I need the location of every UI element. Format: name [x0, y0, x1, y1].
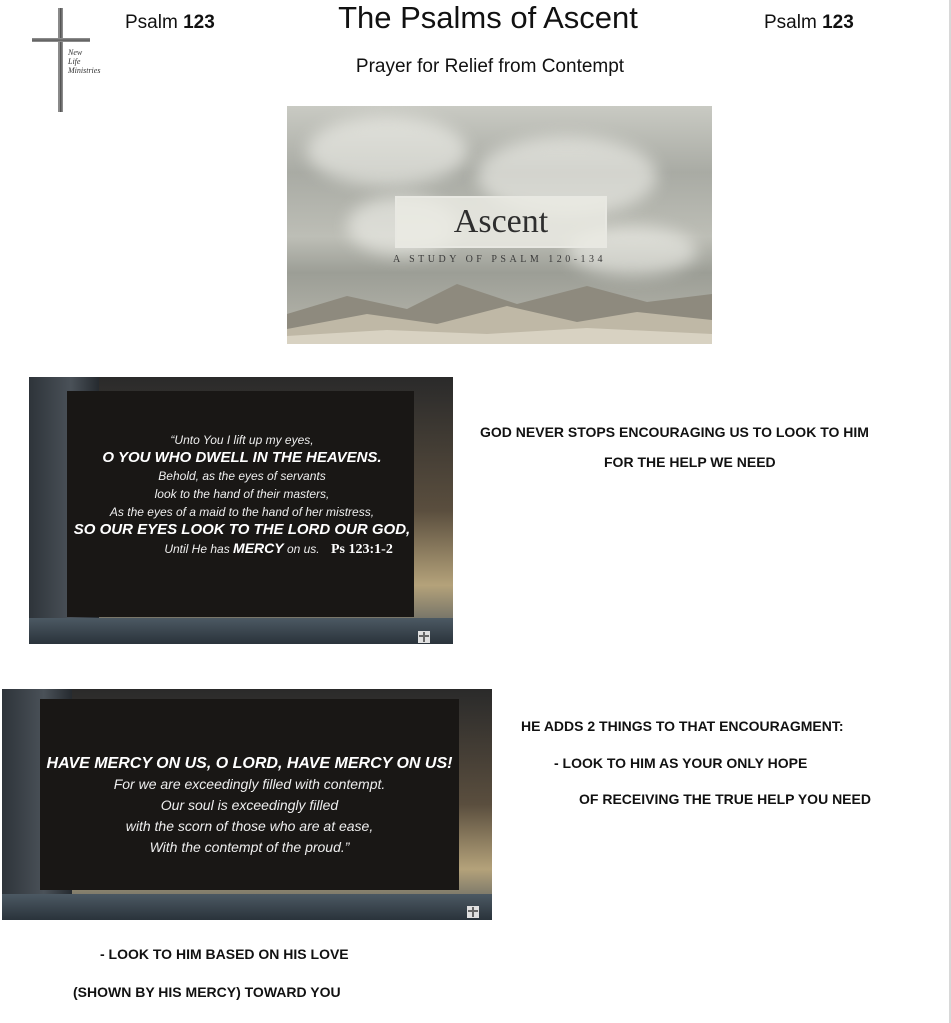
verse-text — [69, 431, 415, 558]
verse-fragment: on us. — [286, 542, 320, 556]
banner-title: Ascent — [453, 203, 549, 240]
verse-line: HAVE MERCY ON US, O LORD, HAVE MERCY ON US! — [46, 755, 453, 772]
logo-line: Life — [68, 57, 81, 66]
note-only-hope-1: - LOOK TO HIM AS YOUR ONLY HOPE — [554, 755, 808, 771]
verse-slide-2 — [2, 689, 492, 920]
note-adds-two-things: HE ADDS 2 THINGS TO THAT ENCOURAGMENT: — [521, 718, 844, 734]
logo-line: New — [68, 48, 83, 57]
slide-cross-icon — [467, 906, 479, 918]
verse-line: Our soul is exceedingly filled — [160, 797, 339, 813]
slide-cross-icon — [418, 631, 430, 643]
psalm-tag-right — [764, 12, 854, 34]
verse-text — [40, 753, 459, 858]
verse-line: As the eyes of a maid to the hand of her mistress, — [109, 505, 375, 519]
page-title: The Psalms of Ascent — [338, 0, 638, 35]
banner-subtitle: A STUDY OF PSALM 120-134 — [392, 254, 607, 265]
note-encouraging-2: FOR THE HELP WE NEED — [604, 454, 776, 470]
psalm-word: Psalm — [764, 12, 817, 33]
verse-line: “Unto You I lift up my eyes, — [170, 433, 314, 447]
verse-slide-1 — [29, 377, 453, 644]
verse-fragment: Until He has — [164, 542, 230, 556]
psalm-number: 123 — [183, 12, 215, 33]
verse-reference: Ps 123:1-2 — [331, 542, 393, 557]
note-his-love-2: (SHOWN BY HIS MERCY) TOWARD YOU — [73, 984, 341, 1000]
verse-fragment: MERCY — [233, 540, 284, 556]
banner-title-box — [395, 196, 607, 248]
psalm-word: Psalm — [125, 12, 178, 33]
verse-line: O YOU WHO DWELL IN THE HEAVENS. — [102, 449, 382, 466]
verse-line: look to the hand of their masters, — [154, 487, 330, 501]
page-subtitle: Prayer for Relief from Contempt — [355, 56, 625, 77]
mountains-graphic — [287, 274, 712, 344]
verse-line: SO OUR EYES LOOK TO THE LORD OUR GOD, — [73, 521, 411, 538]
verse-line: With the contempt of the proud.” — [149, 839, 350, 855]
psalm-number: 123 — [822, 12, 854, 33]
verse-line: Behold, as the eyes of servants — [158, 469, 326, 483]
note-his-love-1: - LOOK TO HIM BASED ON HIS LOVE — [100, 946, 349, 962]
logo-line: Ministries — [68, 66, 101, 75]
note-encouraging-1: GOD NEVER STOPS ENCOURAGING US TO LOOK TO HIM — [480, 424, 869, 440]
verse-line: For we are exceedingly filled with contempt. — [113, 776, 386, 792]
note-only-hope-2: OF RECEIVING THE TRUE HELP YOU NEED — [579, 791, 871, 807]
verse-line: with the scorn of those who are at ease, — [125, 818, 374, 834]
ascent-banner-image — [287, 106, 712, 344]
